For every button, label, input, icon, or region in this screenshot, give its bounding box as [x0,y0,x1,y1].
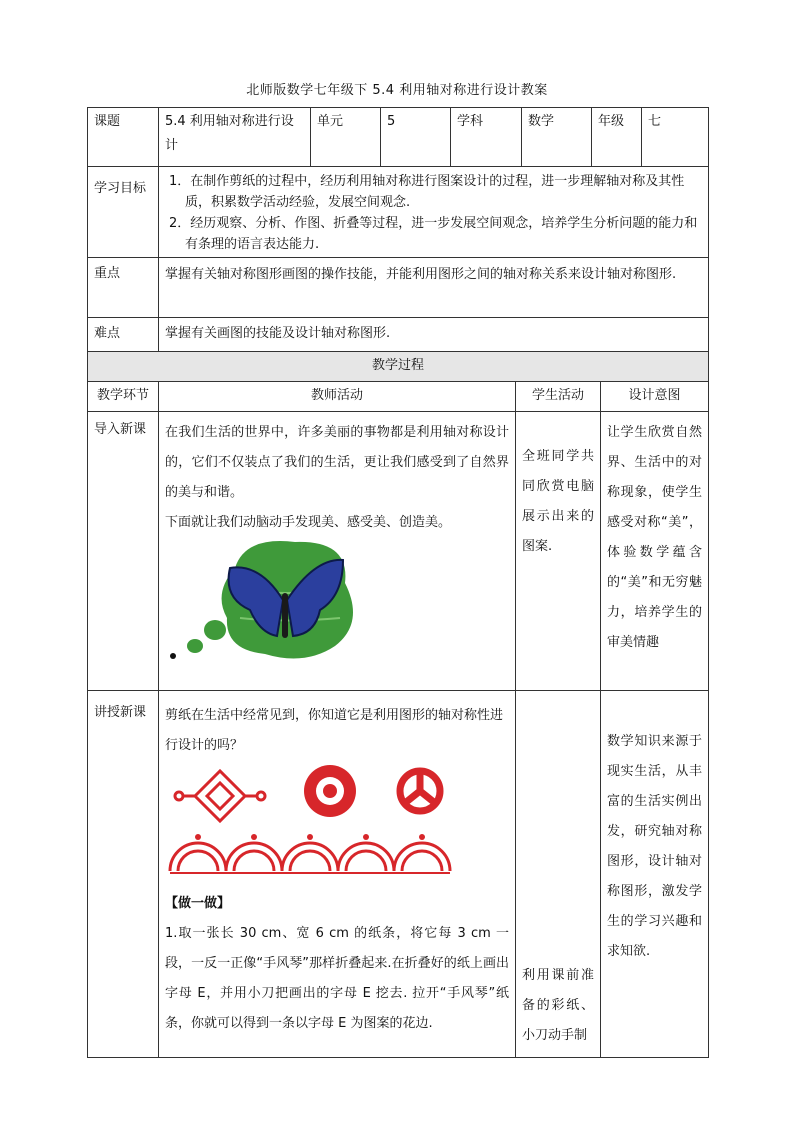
subject-label: 学科 [451,108,522,167]
activity-text: 1.取一张长 30 cm、宽 6 cm 的纸条，将它每 3 cm 一段，一反一正像“手风琴”那样折叠起来.在折叠好的纸上画出字母 E，并用小刀把画出的字母 E 挖去. 拉开“手风琴”纸条，你就可以得到一条以字母 E 为图案的花边. [165,926,509,1031]
col-header-intent: 设计意图 [601,382,709,412]
activity-title: 【做一做】 [165,896,231,911]
grade-label: 年级 [592,108,642,167]
teacher-intro-para-1: 在我们生活的世界中，许多美丽的事物都是利用轴对称设计的，它们不仅装点了我们的生活，更让我们感受到了自然界的美与和谐。 [165,425,509,500]
key-point-label: 重点 [88,258,159,318]
subject-value: 数学 [522,108,592,167]
grade-value: 七 [642,108,709,167]
difficulty-label: 难点 [88,318,159,352]
student-intro: 全班同学共同欣赏电脑展示出来的图案. [516,412,601,691]
col-header-teacher: 教师活动 [159,382,516,412]
butterfly-leaf-image [165,538,365,668]
teaching-process-table [87,351,709,1058]
unit-value: 5 [381,108,451,167]
bubble-medium [204,620,226,640]
stage-intro: 导入新课 [88,412,159,691]
difficulty-text: 掌握有关画图的技能及设计轴对称图形. [159,318,709,352]
teacher-new-intro: 剪纸在生活中经常见到，你知道它是利用图形的轴对称性进行设计的吗？ [165,708,504,753]
key-point-text: 掌握有关轴对称图形画图的操作技能，并能利用图形之间的轴对称关系来设计轴对称图形. [159,258,709,318]
teacher-intro-para-2: 下面就让我们动脑动手发现美、感受美、创造美。 [165,515,452,530]
goal-item-1: 1．在制作剪纸的过程中，经历利用轴对称进行图案设计的过程，进一步理解轴对称及其性质，积累数学活动经验，发展空间观念. [169,174,685,210]
teacher-intro-cell [159,412,516,691]
flower-pattern [304,765,356,817]
col-header-student: 学生活动 [516,382,601,412]
topic-value: 5.4 利用轴对称进行设计 [159,108,311,167]
process-title: 教学过程 [88,352,709,382]
unit-label: 单元 [311,108,381,167]
dot-icon [170,653,176,659]
border-dots [195,834,425,840]
col-header-stage: 教学环节 [88,382,159,412]
student-new: 利用课前准备的彩纸、小刀动手制 [516,691,601,1058]
stage-new: 讲授新课 [88,691,159,1058]
topic-label: 课题 [88,108,159,167]
lesson-info-table [87,107,709,352]
goals-content [159,167,709,258]
goal-item-2: 2．经历观察、分析、作图、折叠等过程，进一步发展空间观念，培养学生分析问题的能力和有条理的语言表达能力. [169,216,698,252]
border-pattern [170,843,450,873]
knot-pattern [175,771,265,821]
document-title: 北师版数学七年级下 5.4 利用轴对称进行设计教案 [246,83,548,98]
wheel-pattern [400,771,440,811]
teacher-new-cell [159,691,516,1058]
paper-cut-images [165,761,505,889]
intent-intro: 让学生欣赏自然界、生活中的对称现象，使学生感受对称“美”，体验数学蕴含的“美”和无穷魅力，培养学生的审美情趣 [601,412,709,691]
intent-new: 数学知识来源于现实生活，从丰富的生活实例出发，研究轴对称图形，设计轴对称图形，激发学生的学习兴趣和求知欲. [601,691,709,1058]
butterfly-body [282,593,288,638]
bubble-small [187,639,203,653]
goals-label: 学习目标 [88,167,159,258]
